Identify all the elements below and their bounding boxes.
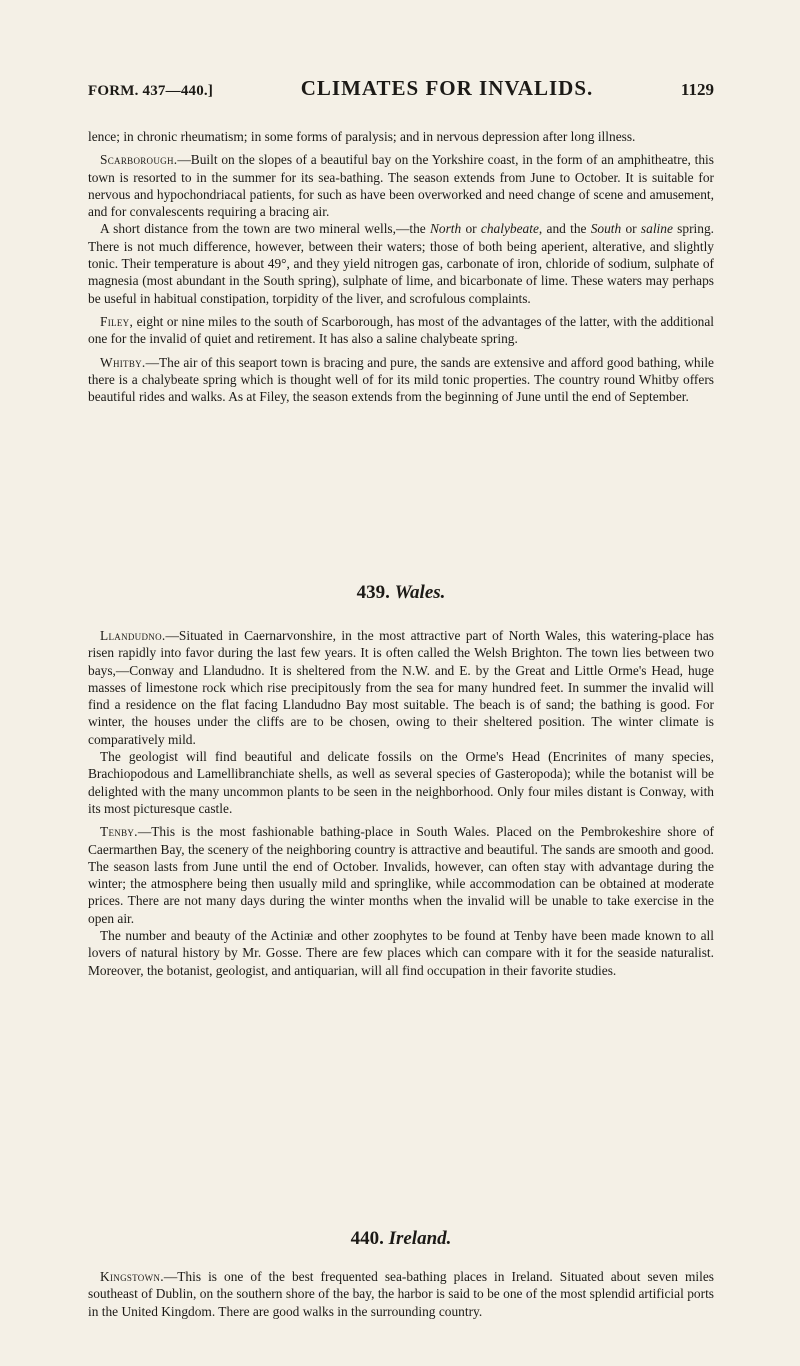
wells-or-2: or xyxy=(621,221,641,237)
section-name-wales: Wales. xyxy=(394,582,446,603)
llandudno-lead: Llandudno. xyxy=(100,628,166,643)
north-term: North xyxy=(429,221,462,237)
intro-text: lence; in chronic rheumatism; in some forms of paralysis; and in nervous depression after long illness. xyxy=(88,129,636,144)
wales-text-block xyxy=(88,627,714,979)
whitby-paragraph xyxy=(88,354,714,406)
whitby-lead: Whitby. xyxy=(100,354,146,370)
whitby-text: —The air of this seaport town is bracing and pure, the sands are extensive and afford good bathing, while there is a chalybeate spring which is thought well of for its mild tonic properties. The country round Whitby offers beautiful rides and walks. As at Filey, the season extends from the beginning of June until the end of September. xyxy=(88,354,714,405)
tenby-naturalist-text: The number and beauty of the Actiniæ and other zoophytes to be found at Tenby have been made known to all lovers of natural history by Mr. Gosse. There are few places which can compare with it for the seaside naturalist. Moreover, the botanist, geologist, and antiquarian, will all find occupation in their favorite studies. xyxy=(88,928,714,978)
wells-text-c: spring. There is not much difference, however, between their waters; those of both being aperient, alterative, and slightly tonic. Their temperature is about 49°, and they yield nitrogen gas, carbonate of iron, chloride of sodium, sulphate of magnesia (most abundant in the South spring), sulphate of lime, and bicarbonate of lime. These waters may perhaps be useful in habitual constipation, torpidity of the liver, and scrofulous complaints. xyxy=(88,221,714,306)
form-range: FORM. 437—440.] xyxy=(88,83,214,99)
llandudno-geology-text: The geologist will find beautiful and delicate fossils on the Orme's Head (Encrinites of many species, Brachiopodous and Lamellibranchiate shells, as well as several species of Gasteropoda); while the botanist will be delighted with the many uncommon plants to be seen in the neighborhood. Only four miles distant is Conway, with its most picturesque castle. xyxy=(88,749,714,816)
tenby-naturalist-paragraph xyxy=(88,927,714,979)
section-number-440: 440. xyxy=(350,1228,384,1249)
upper-text-block xyxy=(88,128,714,405)
tenby-paragraph xyxy=(88,823,714,927)
section-heading-ireland xyxy=(88,1228,714,1250)
scarborough-text: —Built on the slopes of a beautiful bay on the Yorkshire coast, in the form of an amphitheatre, this town is resorted to in the summer for its sea-bathing. The season extends from June to October. It is suitable for nervous and hypochondriacal patients, for such as have been overworked and need change of scene and amusement, and for convalescents requiring a bracing air. xyxy=(88,152,714,220)
saline-term: saline xyxy=(640,221,673,237)
scarborough-paragraph xyxy=(88,151,714,220)
section-number-439: 439. xyxy=(356,582,390,603)
wells-text-a: A short distance from the town are two mineral wells,—the xyxy=(100,221,430,237)
llandudno-text: —Situated in Caernarvonshire, in the most attractive part of North Wales, this watering-place has risen rapidly into favor during the last few years. It is often called the Welsh Brighton. The town lies between two bays,—Conway and Llandudno. It is sheltered from the N.W. and E. by the Great and Little Orme's Head, huge masses of limestone rock which rise precipitously from the sea for many hundred feet. In summer the invalid will find a residence on the flat facing Llandudno Bay most suitable. The beach is of sand; the bathing is good. For winter, the houses under the cliffs are to be chosen, owing to their sheltered position. The winter climate is comparatively mild. xyxy=(88,628,714,747)
kingstown-paragraph xyxy=(88,1268,714,1320)
llandudno-geology-paragraph xyxy=(88,748,714,817)
filey-text: eight or nine miles to the south of Scarborough, has most of the advantages of the latter, with the additional one for the invalid of quiet and retirement. It has also a saline chalybeate spring. xyxy=(88,313,714,347)
scarborough-lead: Scarborough. xyxy=(100,152,178,168)
running-title: CLIMATES FOR INVALIDS. xyxy=(300,76,594,100)
filey-lead: Filey, xyxy=(100,313,134,329)
wells-text-b: , and the xyxy=(538,221,591,237)
ireland-text-block xyxy=(88,1268,714,1320)
kingstown-lead: Kingstown. xyxy=(100,1269,164,1284)
llandudno-paragraph xyxy=(88,627,714,748)
section-heading-wales xyxy=(88,582,714,604)
page-number: 1129 xyxy=(680,80,714,99)
south-term: South xyxy=(590,221,622,237)
kingstown-text: —This is one of the best frequented sea-bathing places in Ireland. Situated about seven miles southeast of Dublin, on the southern shore of the bay, the harbor is said to be one of the most splendid artificial ports in the United Kingdom. There are good walks in the surrounding country. xyxy=(88,1269,714,1319)
intro-paragraph xyxy=(88,128,714,145)
tenby-text: —This is the most fashionable bathing-place in South Wales. Placed on the Pembrokeshire shore of Caermarthen Bay, the scenery of the neighboring country is attractive and beautiful. The sands are smooth and good. The season lasts from June until the end of October. Invalids, however, can often stay with advantage during the winter; the atmosphere being then usually mild and springlike, while accommodation can be obtained at moderate prices. There are not many days during the winter months when the invalid will be unable to take exercise in the open air. xyxy=(88,824,714,926)
section-name-ireland: Ireland. xyxy=(388,1228,452,1249)
chalybeate-term: chalybeate xyxy=(480,221,539,237)
wells-or-1: or xyxy=(461,221,481,237)
running-header xyxy=(88,76,714,108)
filey-paragraph xyxy=(88,313,714,348)
scarborough-wells-paragraph xyxy=(88,220,714,306)
tenby-lead: Tenby. xyxy=(100,824,138,840)
